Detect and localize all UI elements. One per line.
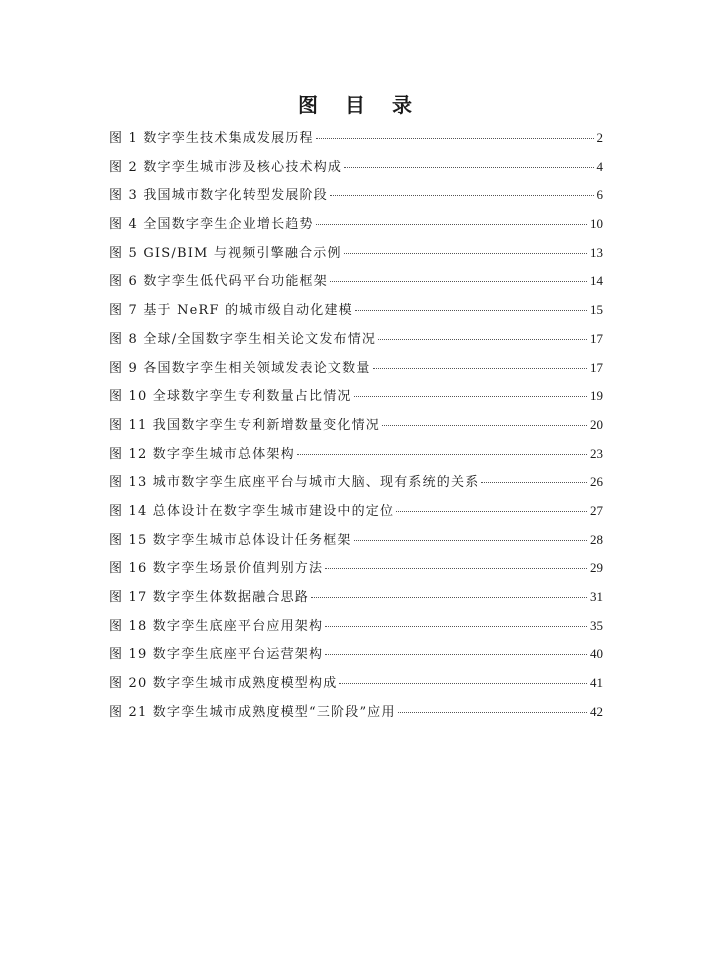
toc-entry-label: 图 1 数字孪生技术集成发展历程 — [109, 131, 314, 146]
toc-dot-leader — [339, 683, 587, 684]
figure-toc-list — [109, 124, 603, 726]
toc-entry[interactable] — [109, 210, 603, 239]
toc-entry-label: 图 8 全球/全国数字孪生相关论文发布情况 — [109, 331, 377, 347]
toc-entry-label: 图 4 全国数字孪生企业增长趋势 — [109, 217, 314, 233]
toc-entry-label: 图 5 GIS/BIM 与视频引擎融合示例 — [109, 245, 342, 261]
toc-dot-leader — [344, 253, 587, 254]
toc-entry-label: 图 21 数字孪生城市成熟度模型“三阶段”应用 — [109, 704, 396, 720]
toc-entry-label: 图 3 我国城市数字化转型发展阶段 — [109, 188, 328, 204]
toc-entry-page-number: 20 — [590, 416, 603, 432]
toc-entry[interactable] — [109, 698, 603, 727]
toc-entry[interactable] — [109, 497, 603, 526]
toc-entry-page-number: 28 — [590, 531, 603, 547]
toc-entry[interactable] — [109, 640, 603, 669]
page-title: 图 目 录 — [298, 93, 422, 117]
toc-entry[interactable] — [109, 153, 603, 182]
toc-entry-page-number: 26 — [590, 474, 603, 490]
toc-dot-leader — [297, 454, 587, 455]
toc-entry-label: 图 11 我国数字孪生专利新增数量变化情况 — [109, 417, 381, 433]
toc-entry-page-number: 4 — [596, 158, 603, 174]
toc-entry[interactable] — [109, 612, 603, 641]
toc-entry-label: 图 10 全球数字孪生专利数量占比情况 — [109, 389, 352, 405]
toc-entry[interactable] — [109, 440, 603, 469]
toc-entry[interactable] — [109, 669, 603, 698]
toc-entry-label: 图 19 数字孪生底座平台运营架构 — [109, 647, 324, 663]
toc-entry[interactable] — [109, 583, 603, 612]
toc-dot-leader — [481, 482, 587, 483]
toc-entry-page-number: 19 — [590, 388, 603, 404]
toc-entry[interactable] — [109, 526, 603, 555]
toc-entry-page-number: 31 — [590, 589, 603, 604]
toc-entry-label: 图 13 城市数字孪生底座平台与城市大脑、现有系统的关系 — [109, 475, 480, 491]
toc-dot-leader — [325, 568, 587, 569]
toc-entry[interactable] — [109, 325, 603, 354]
toc-dot-leader — [330, 195, 594, 196]
toc-entry-label: 图 9 各国数字孪生相关领域发表论文数量 — [109, 360, 371, 376]
toc-entry-label: 图 12 数字孪生城市总体架构 — [109, 446, 295, 462]
toc-entry[interactable] — [109, 468, 603, 497]
toc-entry-page-number: 14 — [590, 273, 603, 289]
toc-entry-page-number: 15 — [590, 302, 603, 318]
toc-entry-page-number: 23 — [590, 445, 603, 461]
toc-entry-label: 图 2 数字孪生城市涉及核心技术构成 — [109, 159, 343, 175]
toc-dot-leader — [316, 138, 594, 139]
toc-entry[interactable] — [109, 354, 603, 383]
toc-entry[interactable] — [109, 296, 603, 325]
toc-entry[interactable] — [109, 411, 603, 440]
toc-dot-leader — [330, 281, 587, 282]
toc-entry-label: 图 14 总体设计在数字孪生城市建设中的定位 — [109, 503, 395, 519]
toc-entry-label: 图 20 数字孪生城市成熟度模型构成 — [109, 676, 338, 692]
toc-entry[interactable] — [109, 554, 603, 583]
toc-entry-page-number: 42 — [590, 703, 603, 719]
toc-dot-leader — [355, 310, 587, 311]
toc-entry[interactable] — [109, 124, 603, 153]
toc-dot-leader — [311, 597, 587, 598]
toc-dot-leader — [373, 368, 587, 369]
toc-dot-leader — [354, 540, 587, 541]
toc-entry-page-number: 29 — [590, 560, 603, 576]
toc-dot-leader — [354, 396, 587, 397]
toc-entry-label: 图 16 数字孪生场景价值判别方法 — [109, 561, 324, 577]
toc-entry[interactable] — [109, 239, 603, 268]
toc-entry-page-number: 13 — [590, 244, 603, 260]
toc-entry-page-number: 10 — [590, 216, 603, 232]
toc-entry-page-number: 35 — [590, 617, 603, 633]
toc-entry-page-number: 27 — [590, 502, 603, 518]
toc-dot-leader — [382, 425, 587, 426]
toc-entry[interactable] — [109, 382, 603, 411]
toc-dot-leader — [325, 626, 587, 627]
toc-dot-leader — [316, 224, 587, 225]
toc-entry-label: 图 17 数字孪生体数据融合思路 — [109, 590, 310, 605]
toc-entry-page-number: 6 — [596, 187, 603, 203]
toc-entry-page-number: 41 — [590, 675, 603, 691]
toc-dot-leader — [396, 511, 587, 512]
toc-entry-label: 图 6 数字孪生低代码平台功能框架 — [109, 274, 328, 290]
toc-entry-page-number: 17 — [590, 359, 603, 375]
toc-dot-leader — [398, 712, 587, 713]
toc-entry-label: 图 15 数字孪生城市总体设计任务框架 — [109, 532, 352, 548]
toc-dot-leader — [325, 654, 587, 655]
toc-dot-leader — [378, 339, 587, 340]
toc-entry[interactable] — [109, 267, 603, 296]
toc-entry[interactable] — [109, 181, 603, 210]
toc-entry-page-number: 17 — [590, 330, 603, 346]
toc-dot-leader — [344, 167, 593, 168]
toc-entry-label: 图 18 数字孪生底座平台应用架构 — [109, 618, 324, 634]
toc-entry-page-number: 40 — [590, 646, 603, 662]
toc-entry-page-number: 2 — [596, 130, 603, 145]
toc-entry-label: 图 7 基于 NeRF 的城市级自动化建模 — [109, 303, 353, 319]
